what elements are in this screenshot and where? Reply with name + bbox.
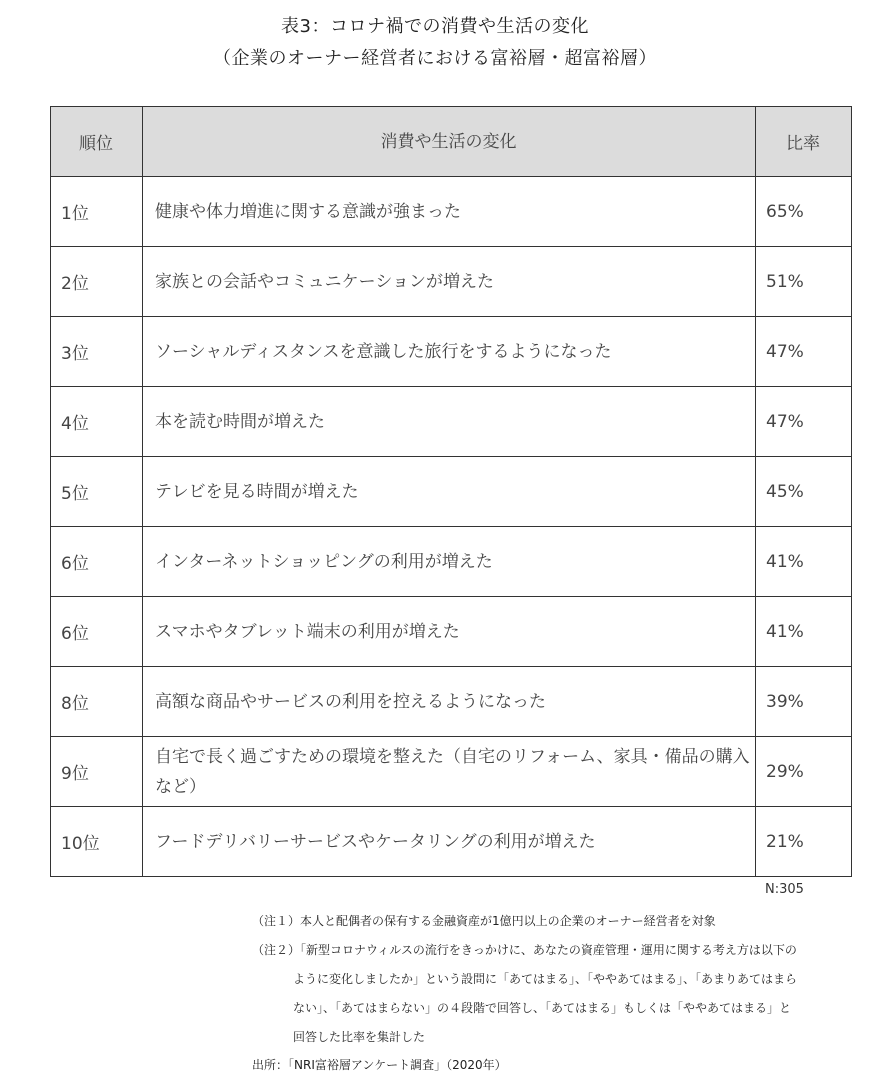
table-row <box>51 387 852 457</box>
rate-cell: 51% <box>756 247 852 317</box>
note-1: （注１）本人と配偶者の保有する金融資産が1億円以上の企業のオーナー経営者を対象 <box>252 914 716 928</box>
change-cell: 健康や体力増進に関する意識が強まった <box>143 177 756 247</box>
rate-cell: 47% <box>756 387 852 457</box>
rank-cell: 9位 <box>51 737 143 807</box>
rank-cell: 4位 <box>51 387 143 457</box>
change-cell: テレビを見る時間が増えた <box>143 457 756 527</box>
table-row <box>51 737 852 807</box>
rank-cell: 2位 <box>51 247 143 317</box>
note-2-line-4: 回答した比率を集計した <box>293 1030 426 1044</box>
table-header-row <box>51 107 852 177</box>
table-title: 表3：コロナ禍での消費や生活の変化 <box>281 16 589 37</box>
rank-cell: 10位 <box>51 807 143 877</box>
rate-cell: 21% <box>756 807 852 877</box>
note-2-line-2: ように変化しましたか」という設問に「あてはまる」、「ややあてはまる」、「あまりあてはまら <box>293 972 798 986</box>
note-2-line-3: ない」、「あてはまらない」の４段階で回答し、「あてはまる」もしくは「ややあてはまる」と <box>293 1001 792 1015</box>
change-cell: 高額な商品やサービスの利用を控えるようになった <box>143 667 756 737</box>
rank-cell: 6位 <box>51 527 143 597</box>
note-2-line-1: （注２）「新型コロナウィルスの流行をきっかけに、あなたの資産管理・運用に関する考え方は以下の <box>252 943 797 957</box>
rank-cell: 8位 <box>51 667 143 737</box>
header-rank: 順位 <box>51 107 143 177</box>
change-cell: フードデリバリーサービスやケータリングの利用が増えた <box>143 807 756 877</box>
rank-cell: 6位 <box>51 597 143 667</box>
ranking-table <box>50 106 852 877</box>
table-row <box>51 177 852 247</box>
table-row <box>51 527 852 597</box>
rank-cell: 3位 <box>51 317 143 387</box>
table-row <box>51 597 852 667</box>
change-cell: 自宅で長く過ごすための環境を整えた（自宅のリフォーム、家具・備品の購入など） <box>143 737 756 807</box>
table-row <box>51 247 852 317</box>
rank-cell: 1位 <box>51 177 143 247</box>
source-citation: 出所：「NRI富裕層アンケート調査」（2020年） <box>252 1058 507 1072</box>
rate-cell: 39% <box>756 667 852 737</box>
table-row <box>51 317 852 387</box>
change-cell: ソーシャルディスタンスを意識した旅行をするようになった <box>143 317 756 387</box>
rate-cell: 41% <box>756 527 852 597</box>
rate-cell: 29% <box>756 737 852 807</box>
table-row <box>51 807 852 877</box>
table-row <box>51 667 852 737</box>
header-rate: 比率 <box>756 107 852 177</box>
change-cell: 家族との会話やコミュニケーションが増えた <box>143 247 756 317</box>
rate-cell: 65% <box>756 177 852 247</box>
table-subtitle: （企業のオーナー経営者における富裕層・超富裕層） <box>213 48 657 69</box>
rate-cell: 41% <box>756 597 852 667</box>
rate-cell: 45% <box>756 457 852 527</box>
change-cell: スマホやタブレット端末の利用が増えた <box>143 597 756 667</box>
rate-cell: 47% <box>756 317 852 387</box>
rank-cell: 5位 <box>51 457 143 527</box>
table-row <box>51 457 852 527</box>
sample-size: N:305 <box>765 882 804 897</box>
header-change: 消費や生活の変化 <box>143 107 756 177</box>
change-cell: 本を読む時間が増えた <box>143 387 756 457</box>
change-cell: インターネットショッピングの利用が増えた <box>143 527 756 597</box>
